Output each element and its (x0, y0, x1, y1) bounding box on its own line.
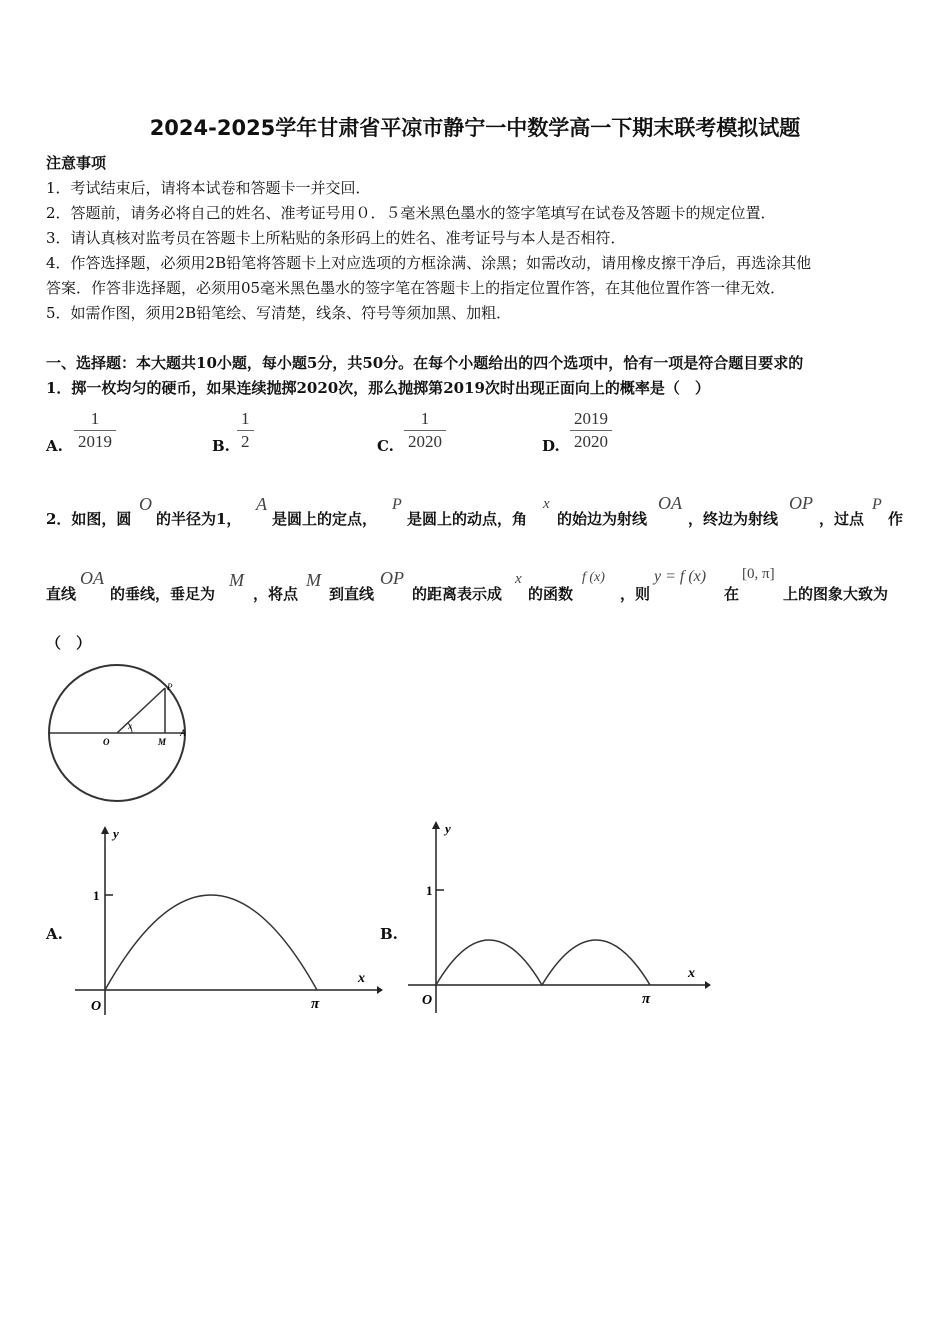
q2-math: OP (380, 568, 404, 588)
q2-math: x (515, 571, 522, 587)
q2-math: A (256, 494, 267, 514)
q2-text: 在 (724, 585, 740, 603)
q2-math: OA (80, 568, 104, 588)
label-y: y (445, 821, 451, 836)
q2-option-b-label: B. (380, 925, 398, 943)
notice-item: 4．作答选择题，必须用2B铅笔将答题卡上对应选项的方框涂满、涂黑；如需改动，请用橡皮擦干净后，再选涂其他 (46, 254, 812, 272)
q2-text: 的垂线，垂足为 (110, 585, 216, 603)
label-p: P (167, 682, 173, 692)
q2-text: ，将点 (253, 585, 299, 603)
q2-math: [0, π] (742, 566, 775, 582)
q2-option-b-graph (400, 815, 720, 1020)
q2-math: f (x) (582, 570, 605, 585)
q2-math: O (139, 494, 152, 514)
q2-math: x (543, 496, 550, 512)
label-one: 1 (426, 883, 433, 898)
notice-item: 2．答题前，请务必将自己的姓名、准考证号用０．５毫米黑色墨水的签字笔填写在试卷及答题卡的规定位置． (46, 204, 776, 222)
label-one: 1 (93, 888, 100, 903)
q1-option-b-label: B. (212, 437, 230, 455)
curve (105, 895, 317, 990)
q2-math: M (229, 570, 244, 590)
q2-math: P (872, 496, 882, 513)
q2-text: 是圆上的动点，角 (407, 510, 528, 528)
q1-option-c-fraction (404, 408, 446, 453)
q2-text: 的距离表示成 (412, 585, 503, 603)
label-pi: π (642, 991, 651, 1007)
fraction-numerator: 1 (420, 409, 430, 428)
q2-math: y = f (x) (654, 568, 707, 585)
q2-text: ，过点 (819, 510, 865, 528)
q2-text: 的始边为射线 (557, 510, 648, 528)
section-heading: 一、选择题：本大题共10小题，每小题5分，共50分。在每个小题给出的四个选项中，恰有一项是符合题目要求的 (46, 354, 804, 372)
label-x: x (358, 971, 365, 986)
label-origin: O (422, 993, 433, 1008)
label-y: y (113, 826, 119, 841)
q2-text: 作 (888, 510, 904, 528)
y-axis-arrow-icon (432, 821, 440, 829)
q2-text: 上的图象大致为 (783, 585, 889, 603)
fraction-denominator: 2 (237, 430, 254, 453)
fraction-denominator: 2019 (74, 430, 116, 453)
x-axis-arrow-icon (705, 981, 711, 989)
q2-text: 的函数 (528, 585, 574, 603)
q1-option-b-fraction (237, 408, 254, 453)
q2-math: P (392, 496, 402, 513)
q2-text: 直线 (46, 585, 77, 603)
label-origin: O (91, 999, 102, 1014)
q1-option-c-label: C. (377, 437, 394, 455)
label-pi: π (311, 996, 320, 1012)
fraction-numerator: 1 (90, 409, 100, 428)
q2-option-a-label: A. (46, 925, 63, 943)
notice-item: 答案．作答非选择题，必须用05毫米黑色墨水的签字笔在答题卡上的指定位置作答，在其他位置作答一律无效． (46, 279, 786, 297)
label-o: O (103, 737, 110, 747)
q2-text: 到直线 (329, 585, 375, 603)
q2-text: ，则 (620, 585, 651, 603)
label-m: M (158, 737, 167, 747)
q1-option-a-fraction (74, 408, 116, 453)
q1-option-d-fraction (570, 408, 612, 453)
q2-text: 的半径为1， (156, 510, 242, 528)
notice-item: 1．考试结束后，请将本试卷和答题卡一并交回． (46, 179, 371, 197)
x-axis-arrow-icon (377, 986, 383, 994)
ray-op (117, 688, 165, 733)
q1-option-a-label: A. (46, 437, 63, 455)
question-1-stem: 1．掷一枚均匀的硬币，如果连续抛掷2020次，那么抛掷第2019次时出现正面向上的概率是（ ） (46, 379, 710, 397)
q2-option-a-graph (65, 820, 385, 1020)
q2-math: OP (789, 493, 813, 513)
q1-option-d-label: D. (542, 437, 560, 455)
label-a: A (180, 728, 186, 738)
q2-text: 2．如图，圆 (46, 510, 132, 528)
curve (436, 940, 650, 985)
fraction-numerator: 2019 (574, 409, 608, 428)
q2-text: 是圆上的定点， (272, 510, 378, 528)
fraction-numerator: 1 (241, 409, 250, 428)
fraction-denominator: 2020 (404, 430, 446, 453)
notice-item: 5．如需作图，须用2B铅笔绘、写清楚，线条、符号等须加黑、加粗． (46, 304, 512, 322)
label-x: x (688, 966, 695, 981)
q2-math: M (306, 570, 321, 590)
q2-answer-paren: （ ） (46, 634, 92, 652)
notice-heading: 注意事项 (46, 154, 107, 172)
label-x: x (128, 721, 132, 731)
q2-circle-figure (40, 660, 200, 808)
q2-math: OA (658, 493, 682, 513)
q2-text: ，终边为射线 (688, 510, 779, 528)
page-title: 2024-2025学年甘肃省平凉市静宁一中数学高一下期末联考模拟试题 (149, 116, 801, 140)
notice-item: 3．请认真核对监考员在答题卡上所粘贴的条形码上的姓名、准考证号与本人是否相符． (46, 229, 626, 247)
y-axis-arrow-icon (101, 826, 109, 834)
fraction-denominator: 2020 (570, 430, 612, 453)
